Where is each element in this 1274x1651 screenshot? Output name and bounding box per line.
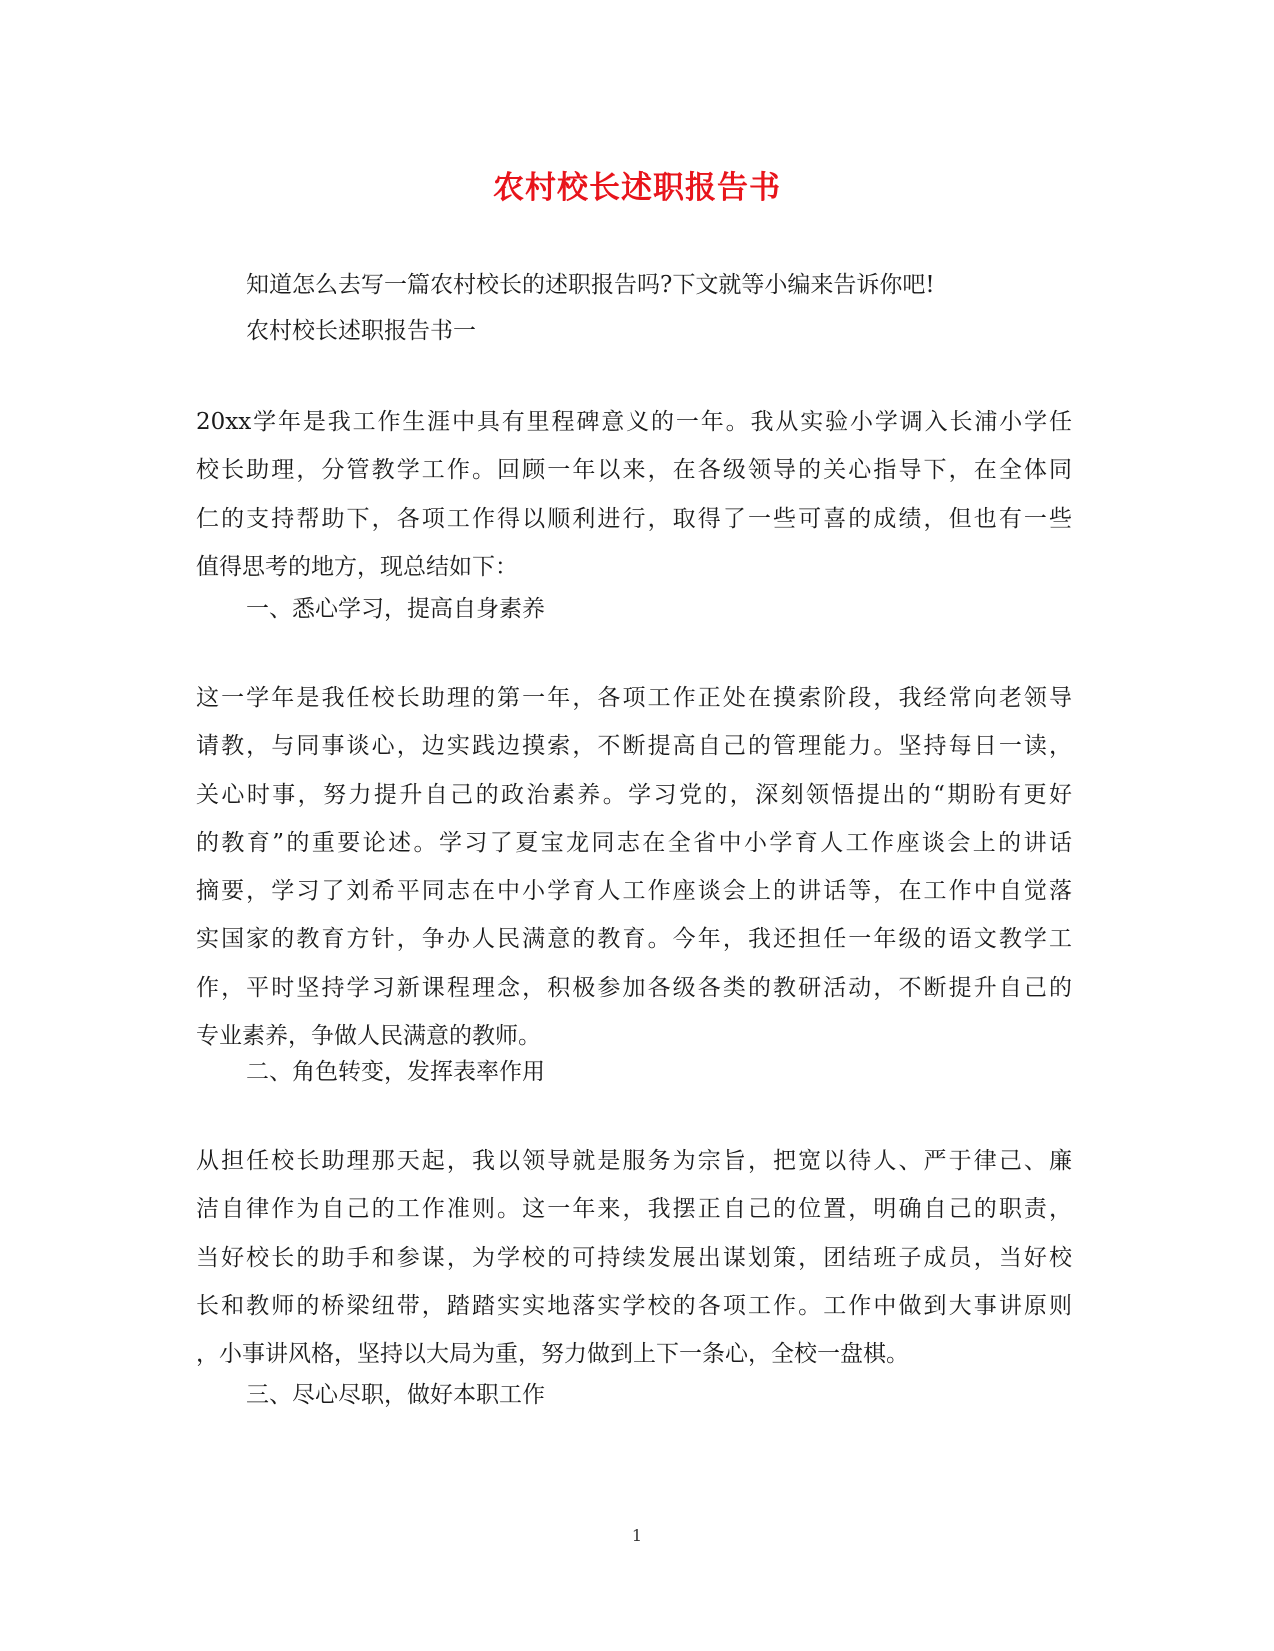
heading-3: 三、尽心尽职，做好本职工作 [246,1382,545,1408]
paragraph-line: 校长助理，分管教学工作。回顾一年以来，在各级领导的关心指导下，在全体同 [196,457,1072,484]
heading-1: 一、悉心学习，提高自身素养 [246,596,545,622]
intro-text: 知道怎么去写一篇农村校长的述职报告吗?下文就等小编来告诉你吧! [246,272,935,298]
paragraph-line: 20xx学年是我工作生涯中具有里程碑意义的一年。我从实验小学调入长浦小学任 [196,409,1072,435]
paragraph-line: ，小事讲风格，坚持以大局为重，努力做到上下一条心，全校一盘棋。 [196,1341,909,1368]
paragraph-line: 关心时事，努力提升自己的政治素养。学习党的，深刻领悟提出的“期盼有更好 [196,781,1072,808]
paragraph-line: 的教育”的重要论述。学习了夏宝龙同志在全省中小学育人工作座谈会上的讲话 [196,829,1072,856]
paragraph-line: 长和教师的桥梁纽带，踏踏实实地落实学校的各项工作。工作中做到大事讲原则 [196,1292,1072,1319]
paragraph-line: 摘要，学习了刘希平同志在中小学育人工作座谈会上的讲话等，在工作中自觉落 [196,878,1072,905]
document-title: 农村校长述职报告书 [493,170,781,206]
paragraph-2 [196,674,1072,1060]
paragraph-line: 洁自律作为自己的工作准则。这一年来，我摆正自己的位置，明确自己的职责， [196,1196,1072,1223]
paragraph-line: 专业素养，争做人民满意的教师。 [196,1023,541,1050]
heading-2: 二、角色转变，发挥表率作用 [246,1059,545,1085]
section-subtitle: 农村校长述职报告书一 [246,318,476,344]
paragraph-line: 从担任校长助理那天起，我以领导就是服务为宗旨，把宽以待人、严于律己、廉 [196,1148,1072,1174]
paragraph-line: 实国家的教育方针，争办人民满意的教育。今年，我还担任一年级的语文教学工 [196,926,1072,953]
paragraph-line: 值得思考的地方，现总结如下： [196,553,518,580]
page-number: 1 [631,1526,643,1545]
paragraph-line: 这一学年是我任校长助理的第一年，各项工作正处在摸索阶段，我经常向老领导 [196,685,1072,711]
paragraph-1 [196,398,1072,591]
paragraph-line: 请教，与同事谈心，边实践边摸索，不断提高自己的管理能力。坚持每日一读， [196,733,1072,760]
paragraph-line: 作，平时坚持学习新课程理念，积极参加各级各类的教研活动，不断提升自己的 [196,974,1072,1001]
paragraph-line: 当好校长的助手和参谋，为学校的可持续发展出谋划策，团结班子成员，当好校 [196,1244,1072,1271]
paragraph-line: 仁的支持帮助下，各项工作得以顺利进行，取得了一些可喜的成绩，但也有一些 [196,505,1072,532]
paragraph-3 [196,1137,1072,1378]
